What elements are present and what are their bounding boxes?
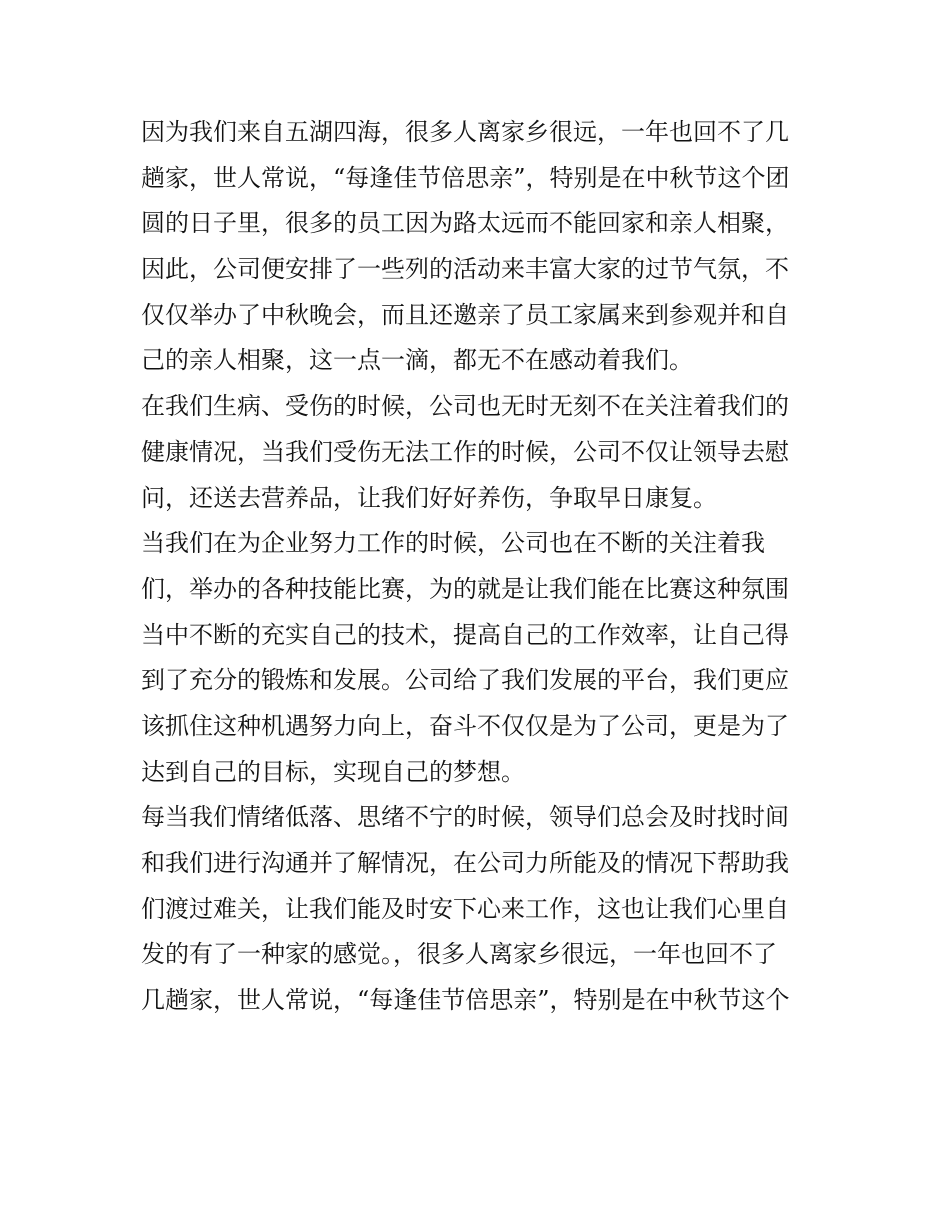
text-line: 该抓住这种机遇努力向上，奋斗不仅仅是为了公司，更是为了 <box>141 711 789 740</box>
text-line: 和我们进行沟通并了解情况，在公司力所能及的情况下帮助我 <box>141 849 789 877</box>
text-line: 趟家，世人常说，“每逢佳节倍思亲”，特别是在中秋节这个团 <box>141 163 790 192</box>
text-line: 当中不断的充实自己的技术，提高自己的工作效率，让自己得 <box>141 620 789 649</box>
text-line: 当我们在为企业努力工作的时候，公司也在不断的关注着我 <box>141 529 765 558</box>
body-text <box>141 110 813 1024</box>
text-line: 问，还送去营养品，让我们好好养伤，争取早日康复。 <box>141 483 717 512</box>
text-line: 达到自己的目标，实现自己的梦想。 <box>141 757 525 786</box>
text-line: 因此，公司便安排了一些列的活动来丰富大家的过节气氛，不 <box>141 255 789 284</box>
text-line: 仅仅举办了中秋晚会，而且还邀亲了员工家属来到参观并和自 <box>141 300 789 329</box>
text-line: 在我们生病、受伤的时候，公司也无时无刻不在关注着我们的 <box>141 392 789 421</box>
text-line: 发的有了一种家的感觉。，很多人离家乡很远，一年也回不了 <box>141 940 777 969</box>
text-line: 己的亲人相聚，这一点一滴，都无不在感动着我们。 <box>141 346 693 375</box>
text-line: 们，举办的各种技能比赛，为的就是让我们能在比赛这种氛围 <box>141 574 789 603</box>
text-line: 圆的日子里，很多的员工因为路太远而不能回家和亲人相聚， <box>141 209 789 238</box>
text-line: 每当我们情绪低落、思绪不宁的时候，领导们总会及时找时间 <box>141 803 789 832</box>
text-line: 几趟家，世人常说，“每逢佳节倍思亲”，特别是在中秋节这个 <box>141 986 790 1015</box>
text-line: 因为我们来自五湖四海，很多人离家乡很远，一年也回不了几 <box>141 118 789 146</box>
text-line: 健康情况，当我们受伤无法工作的时候，公司不仅让领导去慰 <box>141 437 789 466</box>
text-line: 到了充分的锻炼和发展。公司给了我们发展的平台，我们更应 <box>141 666 789 695</box>
text-line: 们渡过难关，让我们能及时安下心来工作，这也让我们心里自 <box>141 894 789 923</box>
